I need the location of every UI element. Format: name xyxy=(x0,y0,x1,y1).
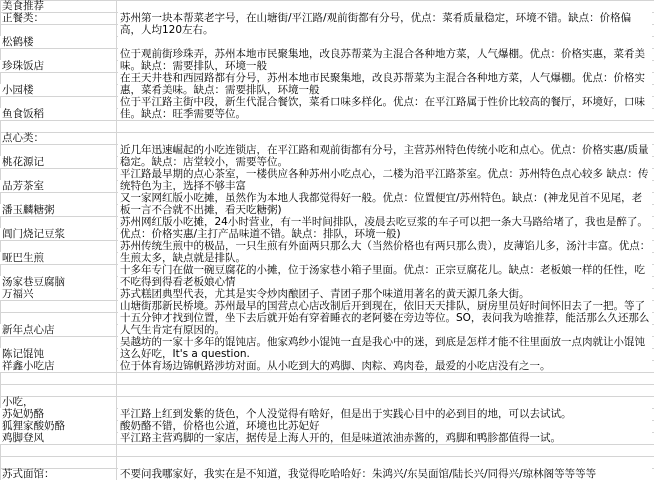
cell-desc[interactable]: 苏州传统生煎中的极品，一只生煎有外面两只那么大（当然价格也有两只那么贵），皮薄馅儿多，汤汁丰富。优点：生煎太多，缺点就是排队。 xyxy=(120,240,651,264)
cell-desc[interactable]: 平江路最早期的点心茶室，一楼供应各种苏州小吃点心，二楼为沿平江路茶室。优点：苏州特色点心较多 缺点：传统特色为主，选择不够丰富 xyxy=(118,168,652,192)
cell-desc[interactable]: 位于平江路主街中段，新生代混合餐饮，菜肴口味多样化。优点：在平江路属于性价比较高的餐厅，环境好，口味佳。缺点：旺季需要等位。 xyxy=(118,96,652,120)
cell-name[interactable]: 潘玉麟糖粥 xyxy=(0,204,116,216)
section-heading-snacks[interactable]: 点心类： xyxy=(2,132,44,144)
column-divider xyxy=(116,0,117,480)
section-heading-main[interactable]: 正餐类： xyxy=(2,12,44,24)
cell-name[interactable]: 品芳茶室 xyxy=(0,180,116,192)
cell-name[interactable]: 苏妃奶酪 xyxy=(0,408,116,420)
cell-desc[interactable]: 位于观前街珍珠弄，苏州本地市民聚集地，改良苏帮菜为主混合各种地方菜，人气爆棚。优点：价格实惠，菜肴美味。缺点：需要排队，环境一般 xyxy=(118,48,652,72)
cell-desc[interactable]: 苏州网红版小吃摊，24小时营业，有一半时间排队，凌晨去吃豆浆的车子可以把一条大马路给堵了，我也是醉了。优点：价格实惠/主打产品味道不错。缺点：排队，环境一般) xyxy=(118,216,652,240)
cell-name[interactable]: 新年点心店 xyxy=(0,324,116,336)
cell-name[interactable]: 阊门烧记豆浆 xyxy=(0,228,116,240)
cell-name[interactable]: 桃花源记 xyxy=(0,156,116,168)
sheet-title[interactable]: 美食推荐 xyxy=(2,0,44,12)
cell-name[interactable]: 祥鑫小吃店 xyxy=(0,360,116,372)
cell-desc[interactable]: 十多年专门在做一碗豆腐花的小摊，位于汤家巷小箱子里面。优点：正宗豆腐花儿。缺点：老板娘一样的任性，吃不吃得到得看老板娘心情 xyxy=(118,264,652,288)
cell-desc[interactable]: 又一家网红版小吃摊，虽然作为本地人我都觉得好一般。优点：位置便宜/苏州特色。缺点：(神龙见首不见尾，老板一言不合就不出摊，看天吃糖粥) xyxy=(118,192,652,216)
cell-name[interactable]: 哑巴生煎 xyxy=(0,252,116,264)
cell-desc[interactable]: 吴越坊的一家十多年的馄饨店。他家鸡纱小馄饨一直是我心中的迷，到底是怎样才能不往里面放一点肉就让小馄饨这么好吃，It's a question. xyxy=(118,336,652,360)
section-heading-noodles[interactable]: 苏式面馆： xyxy=(2,468,55,480)
cell-desc[interactable]: 平江路上红到发紫的货色，个人没觉得有啥好，但是出于实践心目中的必到目的地，可以去试试。 xyxy=(118,408,652,420)
cell-name[interactable]: 万福兴 xyxy=(0,288,116,300)
cell-desc[interactable]: 近几年迅速崛起的小吃连锁店，在平江路和观前街都有分号，主营苏州特色传统小吃和点心。优点：价格实惠/质量稳定。缺点：店堂较小，需要等位。 xyxy=(118,144,652,168)
cell-name[interactable]: 鱼食饭稻 xyxy=(0,108,116,120)
cell-desc[interactable]: 不要问我哪家好，我实在是不知道，我觉得吃哈哈好：朱鸿兴/东吴面馆/陆长兴/同得兴/琼林阁等等等等 xyxy=(118,468,652,480)
section-heading-drinks[interactable]: 小吃， xyxy=(2,396,34,408)
cell-desc[interactable]: 苏式糕团典型代表，尤其是实令炒肉酿团子、青团子那个味道用著名的黄天源几条大街。 xyxy=(118,288,652,300)
cell-name[interactable]: 小园楼 xyxy=(0,84,116,96)
cell-name[interactable]: 松鹤楼 xyxy=(0,36,116,48)
cell-name[interactable]: 鸡脚登风 xyxy=(0,432,116,444)
cell-desc[interactable]: 苏州第一块本帮菜老字号，在山塘街/平江路/观前街都有分号，优点：菜肴质量稳定，环境不错。缺点：价格偏高，人均120左右。 xyxy=(118,12,652,48)
cell-desc[interactable]: 在王天井巷和西园路都有分号，苏州本地市民聚集地，改良苏帮菜为主混合各种地方菜，人气爆棚。优点：价格实惠，菜肴美味。缺点：需要排队，环境一般 xyxy=(118,72,652,96)
cell-name[interactable]: 陈记馄饨 xyxy=(0,348,116,360)
cell-desc[interactable]: 山塘街那新民桥境。苏州最早的国营点心店改制后开到现在，依旧天天排队，厨房里员好时间怀旧去了一把。等了十五分钟才找到位置，坐下去后就开始有穿着睡衣的老阿婆在旁边等位。SO，表问我为啥推荐，能活那么久还那么人气生肯定有原因的。 xyxy=(118,300,652,336)
cell-name[interactable]: 珍珠饭店 xyxy=(0,60,116,72)
cell-desc[interactable]: 酸奶酪不错，价格也公道，环境也比苏妃好 xyxy=(118,420,652,432)
cell-name[interactable]: 狐狸家酸奶酪 xyxy=(0,420,116,432)
cell-desc[interactable]: 位于体育场边锦帆路涉坊对面。从小吃到大的鸡脚、肉粽、鸡肉卷，最爱的小吃店没有之一。 xyxy=(118,360,652,372)
cell-name[interactable]: 汤家巷豆腐脑 xyxy=(0,276,116,288)
cell-desc[interactable]: 平江路主营鸡脚的一家店，据传是上海人开的，但是味道浓油赤酱的，鸡脚和鸭胗都值得一试。 xyxy=(118,432,652,444)
